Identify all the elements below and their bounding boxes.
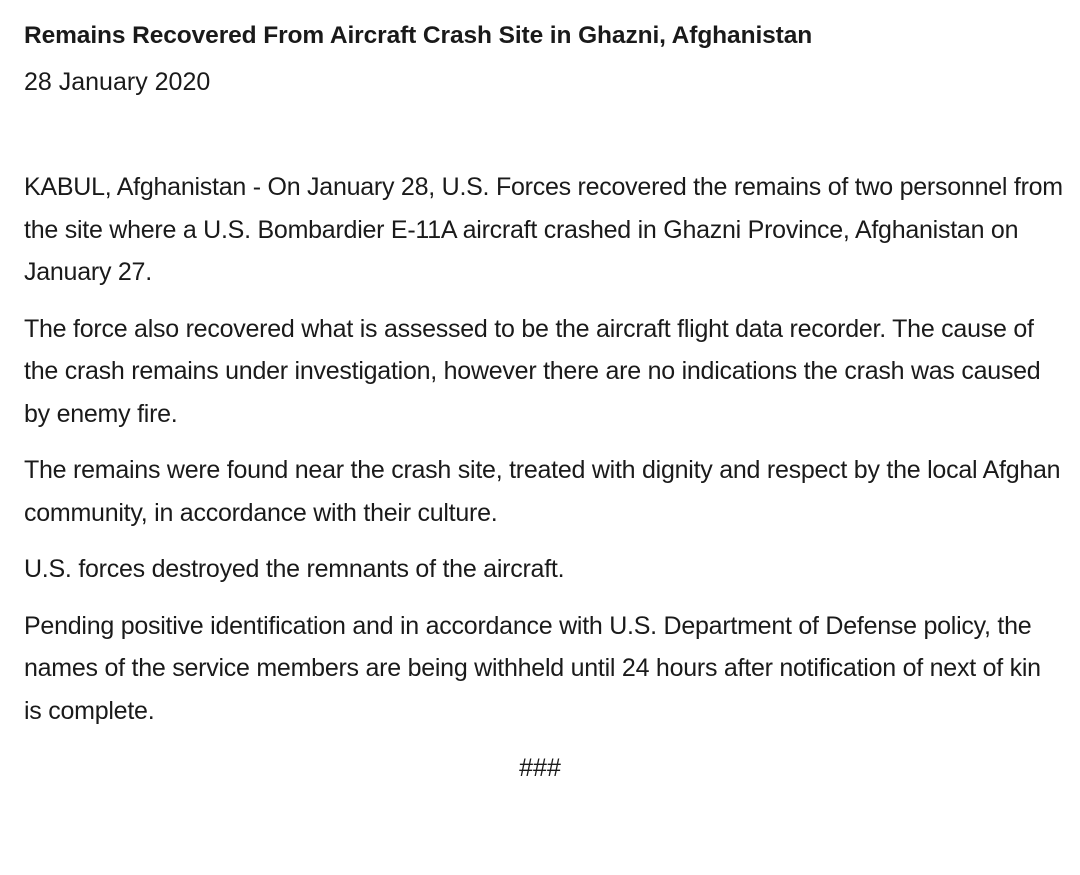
page-title: Remains Recovered From Aircraft Crash Site in Ghazni, Afghanistan	[24, 22, 813, 49]
press-release-document	[24, 18, 1064, 786]
paragraph-3: The remains were found near the crash site, treated with dignity and respect by the local Afghan community, in accordance with their culture.	[24, 456, 1061, 527]
end-mark: ###	[519, 754, 561, 782]
release-date: 28 January 2020	[24, 68, 211, 96]
paragraph-5: Pending positive identification and in accordance with U.S. Department of Defense policy, the names of the service members are being withheld until 24 hours after notification of next of kin is complete.	[24, 611, 1041, 725]
paragraph-1: KABUL, Afghanistan - On January 28, U.S. Forces recovered the remains of two personnel from the site where a U.S. Bombardier E-11A aircraft crashed in Ghazni Province, Afghanistan on January 27.	[24, 173, 1063, 286]
paragraph-2: The force also recovered what is assessed to be the aircraft flight data recorder. The cause of the crash remains under investigation, however there are no indications the crash was caused by enemy fire.	[24, 314, 1041, 428]
paragraph-4: U.S. forces destroyed the remnants of the aircraft.	[24, 555, 565, 583]
